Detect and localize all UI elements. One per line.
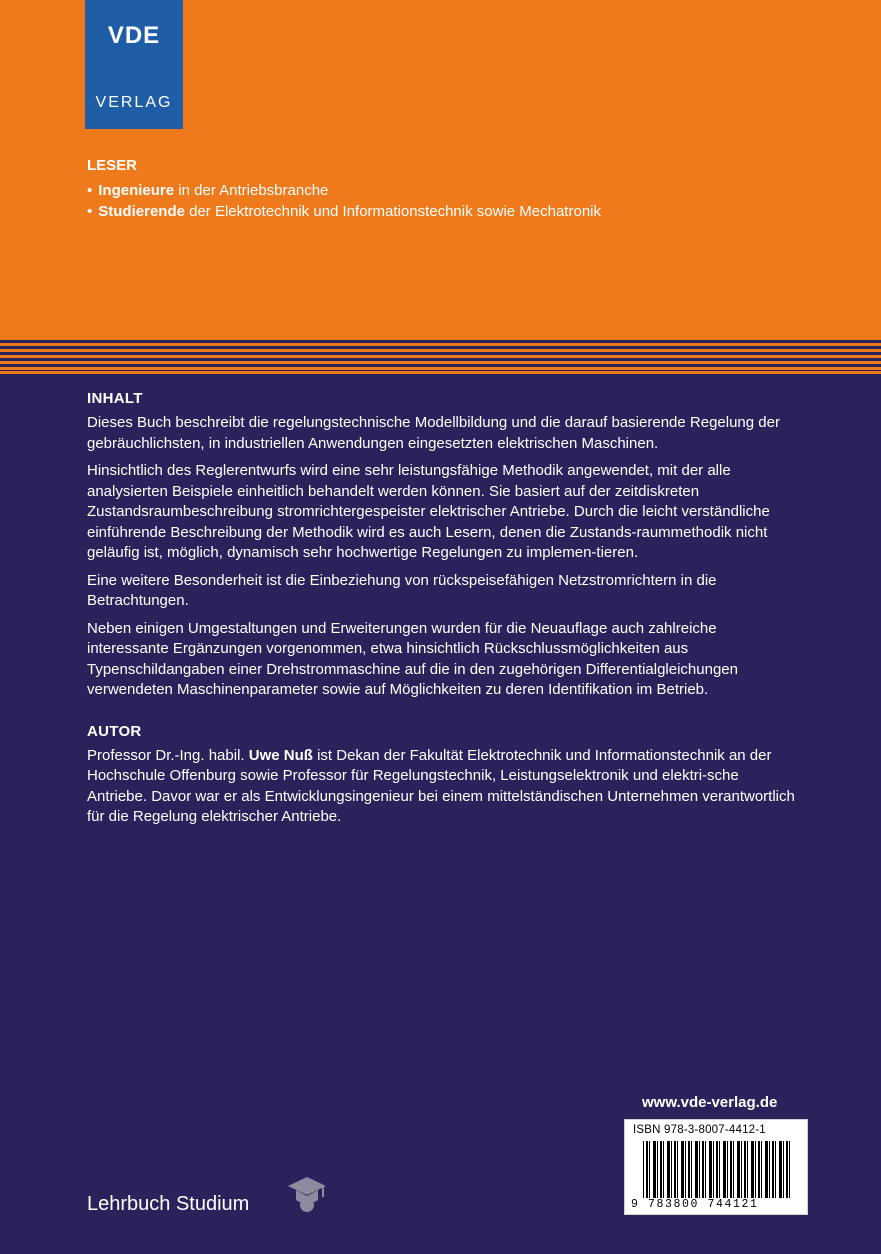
leser-item-rest: der Elektrotechnik und Informationstechnik sowie Mechatronik: [184, 203, 601, 220]
inhalt-paragraph: Dieses Buch beschreibt die regelungstechnische Modellbildung und die darauf basierende Regelung der gebräuchlichsten, in industriellen Anwendungen eingesetzten elektrischen Maschinen.: [87, 414, 780, 452]
leser-heading: LESER: [87, 157, 138, 174]
barcode-digits: 9 783800 744121: [631, 1198, 801, 1211]
autor-paragraph: [87, 746, 802, 828]
publisher-website: www.vde-verlag.de: [642, 1094, 778, 1111]
leser-item-bold: Ingenieure: [98, 182, 175, 199]
leser-item: [87, 201, 601, 222]
series-label: Lehrbuch Studium: [87, 1193, 250, 1215]
graduation-cap-icon: [286, 1173, 328, 1215]
leser-item-bold: Studierende: [98, 203, 185, 220]
leser-list: [87, 180, 601, 222]
leser-item-rest: in der Antriebsbranche: [174, 182, 329, 199]
inhalt-paragraph: Eine weitere Besonderheit ist die Einbeziehung von rückspeisefähigen Netzstromrichtern in die Betrachtungen.: [87, 571, 717, 609]
inhalt-paragraph: Hinsichtlich des Reglerentwurfs wird eine sehr leistungsfähige Methodik angewendet, mit der alle analysierten Beispiele einheitlich behandelt werden können. Sie basiert auf der zeitdiskreten Zustandsraumbeschreibung stromrichtergespeister elektrischer Antriebe. Durch die leicht verständliche einführende Beschreibung der Methodik wird es auch Lesern, denen die Zustands-raummethodik nicht geläufig ist, möglich, dynamisch sehr hochwertige Regelungen zu implemen-tieren.: [87, 462, 770, 561]
bullet-icon: •: [87, 203, 93, 220]
barcode-bars: [643, 1141, 793, 1199]
logo-brand: VDE: [107, 22, 161, 49]
autor-name: Uwe Nuß: [248, 746, 313, 764]
decorative-stripes: [0, 340, 881, 374]
autor-heading: AUTOR: [87, 722, 142, 740]
inhalt-paragraph: Neben einigen Umgestaltungen und Erweiterungen wurden für die Neuauflage auch zahlreiche interessante Ergänzungen vorgenommen, etwa hinsichtlich Rückschlussmöglichkeiten aus Typenschildangaben einer Drehstrommaschine auf die in den zugehörigen Differentialgleichungen verwendeten Maschinenparameter sowie auf Möglichkeiten zu deren Identifikation im Betrieb.: [87, 619, 738, 698]
bullet-icon: •: [87, 182, 93, 199]
orange-header-panel: [0, 0, 881, 340]
isbn-text: ISBN 978-3-8007-4412-1: [633, 1124, 766, 1136]
autor-bio: ist Dekan der Fakultät Elektrotechnik und Informationstechnik an der Hochschule Offenburg sowie Professor für Regelungstechnik, Leistungselektronik und elektri-sche Antriebe. Davor war er als Entwicklungsingenieur bei einem mittelständischen Unternehmen verantwortlich für die Regelung elektrischer Antriebe.: [87, 746, 795, 825]
isbn-barcode: [624, 1119, 808, 1215]
main-content: [87, 390, 802, 835]
autor-prefix: Professor Dr.-Ing. habil.: [87, 746, 249, 764]
autor-section: [87, 723, 802, 828]
inhalt-heading: INHALT: [87, 390, 143, 407]
leser-item: [87, 180, 601, 201]
decorative-stripe-bottom: [0, 371, 881, 373]
logo-sub: VERLAG: [95, 94, 173, 111]
vde-verlag-logo: [85, 0, 183, 129]
